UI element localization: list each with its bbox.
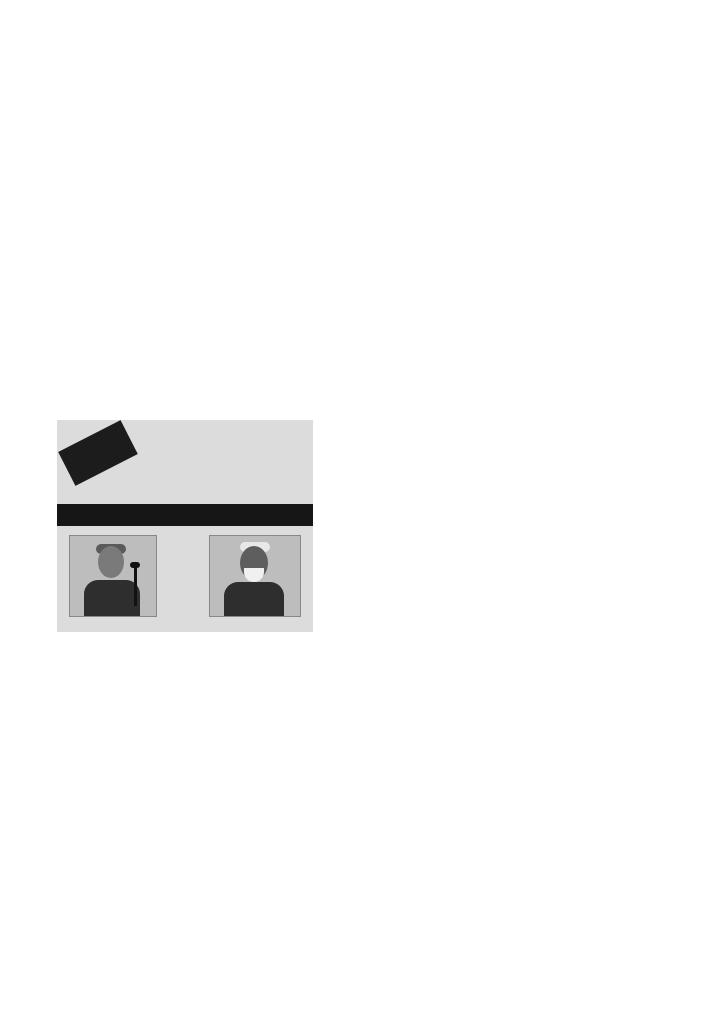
lottem-photo	[69, 535, 157, 617]
debate-poster-image	[57, 420, 313, 632]
deedat-photo	[209, 535, 301, 617]
poster-subtitle-bar	[57, 504, 313, 526]
great-debate-badge	[58, 420, 138, 486]
